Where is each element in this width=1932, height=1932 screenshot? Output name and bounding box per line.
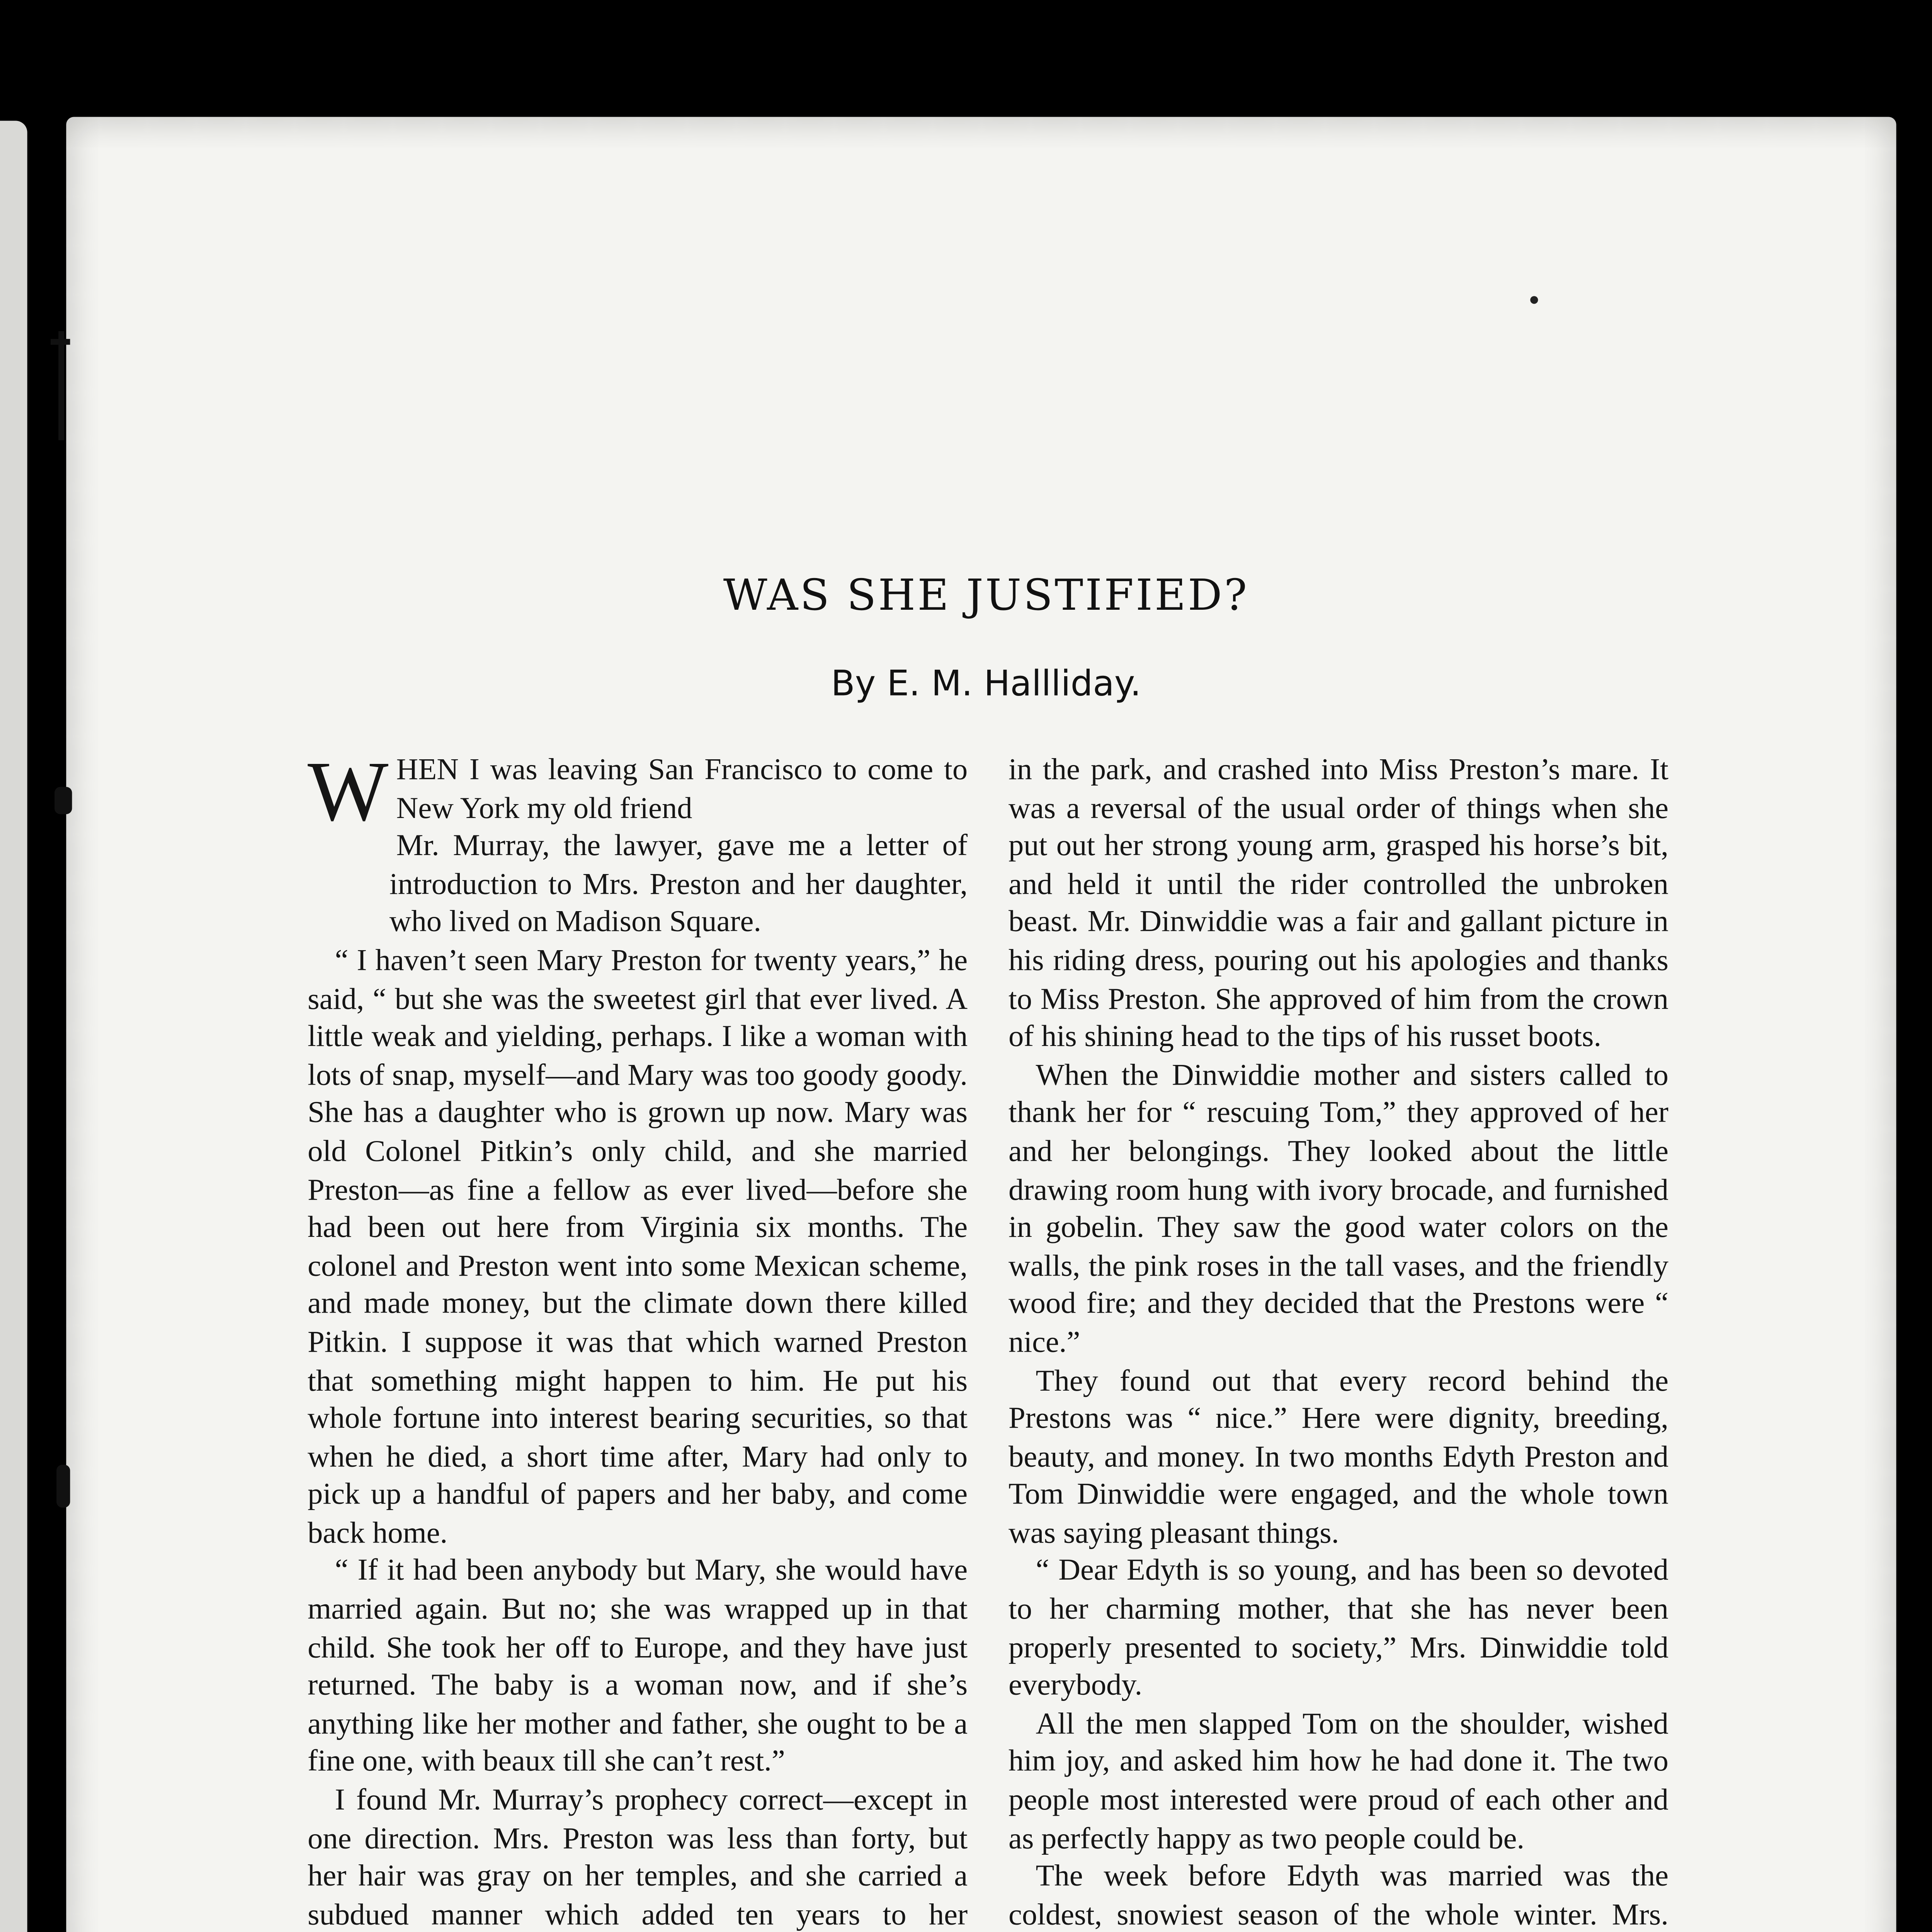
paragraph: “ I haven’t seen Mary Preston for twenty years,” he said, “ but she was the sweetest girl that ever lived. A little weak and yielding, perhaps. I like a woman with lots of snap, myself—and Mary was too goody goody. She has a daughter who is grown up now. Mary was old Colonel Pitkin’s only child, and she married Preston—as fine a fellow as ever lived—before she had been out here from Virginia six months. The colonel and Preston went into some Mexican scheme, and made money, but the climate down there killed Pitkin. I suppose it was that which warned Preston that something might happen to him. He put his whole fortune into interest bearing securities, so that when he died, a short time after, Mary had only to pick up a handful of papers and her baby, and come back home.: [308, 944, 968, 1550]
paragraph: When the Dinwiddie mother and sisters called to thank her for “ rescuing Tom,” they approved of her and her belongings. They looked about the little drawing room hung with ivory brocade, and furnished in gobelin. They saw the good water colors on the walls, the pink roses in the tall vases, and the friendly wood fire; and they decided that the Prestons were “ nice.”: [1008, 1059, 1668, 1360]
binding-mark: [56, 1465, 70, 1508]
paragraph-continued: in the park, and crashed into Miss Preston’s mare. It was a reversal of the usual order of things when she put out her strong young arm, grasped his horse’s bit, and held it until the rider controlled the unbroken beast. Mr. Dinwiddie was a fair and gallant picture in his riding dress, pouring out his apologies and thanks to Miss Preston. She approved of him from the crown of his shining head to the tips of his russet boots.: [1008, 753, 1668, 1054]
opening-text: HEN I was leaving San Francisco to come to New York my old friend: [396, 753, 968, 825]
paragraph: I found Mr. Murray’s prophecy correct—except in one direction. Mrs. Preston was less than forty, but her hair was gray on her temples, and she carried a subdued manner which added ten years to her: [308, 1784, 968, 1932]
drop-cap: W: [308, 744, 389, 840]
paragraph: All the men slapped Tom on the shoulder, wished him joy, and asked him how he had done it. The two people most interested were proud of each other and as perfectly happy as two people could be.: [1008, 1708, 1668, 1856]
article-title: WAS SHE JUSTIFIED?: [723, 573, 1249, 622]
adjacent-page-edge: [0, 121, 27, 1932]
article-byline: By E. M. Hallliday.: [831, 664, 1141, 705]
right-column: [1009, 752, 1668, 1932]
paragraph: “ If it had been anybody but Mary, she would have married again. But no; she was wrapped up in that child. She took her off to Europe, and they have just returned. The baby is a woman now, and if she’s anything like her mother and father, she ought to be a fine one, with beaux till she can’t rest.”: [308, 1555, 968, 1779]
paragraph: They found out that every record behind the Prestons was “ nice.” Here were dignity, breeding, beauty, and money. In two months Edyth Preston and Tom Dinwiddie were engaged, and the whole town was saying pleasant things.: [1008, 1364, 1668, 1550]
binding-mark: [54, 787, 72, 814]
binding-mark: [51, 339, 70, 345]
paragraph: The week before Edyth was married was the coldest, snowiest season of the whole winter. Mrs.: [1008, 1861, 1668, 1932]
opening-text-rest: Mr. Murray, the lawyer, gave me a letter of introduction to Mrs. Preston and her daughter, who lived on Madison Square.: [389, 830, 968, 940]
binding-mark: [58, 331, 64, 440]
paragraph: “ Dear Edyth is so young, and has been so devoted to her charming mother, that she has never been properly presented to society,” Mrs. Dinwiddie told everybody.: [1008, 1555, 1668, 1703]
left-column: [308, 744, 968, 1932]
opening-paragraph: [308, 744, 968, 943]
speck: [1530, 296, 1538, 304]
